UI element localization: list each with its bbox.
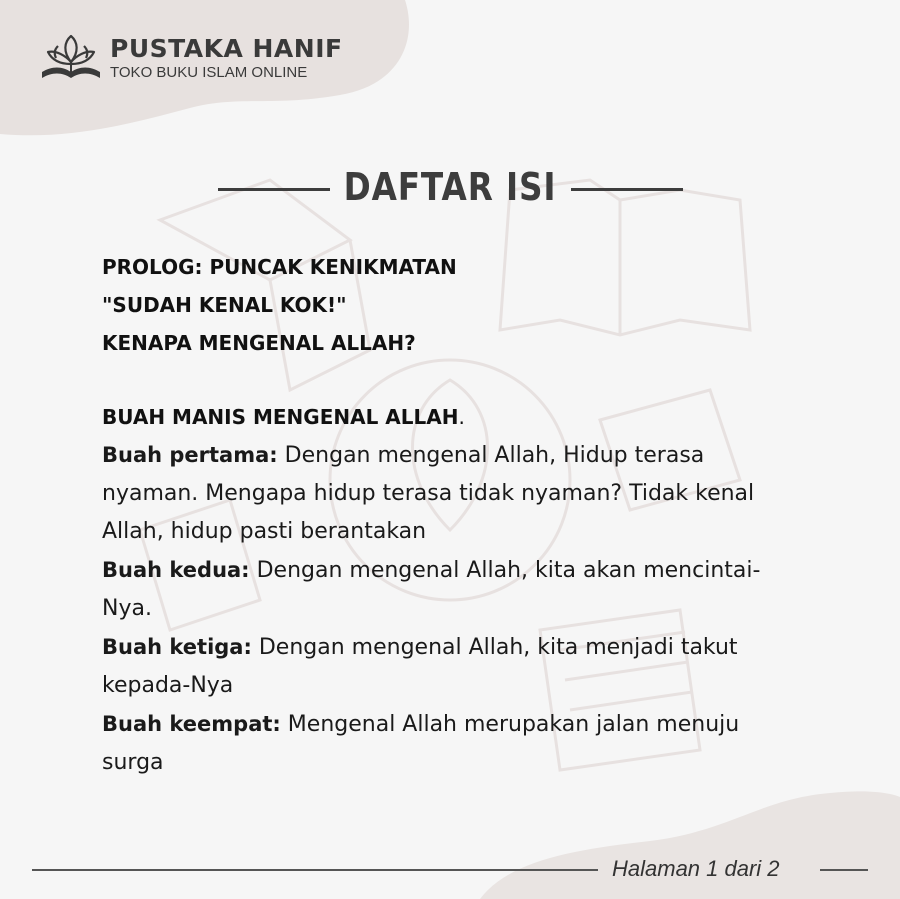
footer-divider-right (820, 869, 868, 871)
item-text: nyaman. Mengapa hidup terasa tidak nyaman? Tidak kenal (102, 481, 755, 506)
list-item (102, 628, 832, 705)
item-text: Allah, hidup pasti berantakan (102, 519, 427, 544)
item-text: Dengan mengenal Allah, kita menjadi takut (251, 635, 738, 660)
item-text: Dengan mengenal Allah, kita akan mencintai- (249, 558, 761, 583)
toc-entry: "SUDAH KENAL KOK!" (102, 293, 347, 317)
spacer (102, 362, 832, 398)
item-label: Buah kedua: (102, 558, 250, 582)
section-heading-text: BUAH MANIS MENGENAL ALLAH (102, 405, 459, 429)
brand-tagline: TOKO BUKU ISLAM ONLINE (110, 63, 308, 81)
item-text: Dengan mengenal Allah, Hidup terasa (277, 443, 705, 468)
section-heading-suffix: . (458, 405, 465, 429)
toc-content (102, 248, 832, 782)
section-heading (102, 398, 832, 436)
item-text: Nya. (102, 596, 152, 621)
toc-entry: PROLOG: PUNCAK KENIKMATAN (102, 255, 457, 279)
item-label: Buah keempat: (102, 712, 281, 736)
item-label: Buah pertama: (102, 443, 278, 467)
toc-entry: KENAPA MENGENAL ALLAH? (102, 331, 416, 355)
brand-name: PUSTAKA HANIF (110, 33, 343, 63)
title-row (0, 165, 900, 219)
list-item (102, 705, 832, 782)
page-title: DAFTAR ISI (343, 165, 557, 209)
item-label: Buah ketiga: (102, 635, 252, 659)
page-indicator: Halaman 1 dari 2 (612, 856, 780, 881)
title-divider-right (571, 188, 683, 191)
list-item (102, 436, 832, 551)
lotus-book-icon (38, 32, 104, 84)
item-text: kepada-Nya (102, 673, 234, 698)
item-text: Mengenal Allah merupakan jalan menuju (280, 712, 740, 737)
list-item (102, 551, 832, 628)
brand-header (38, 32, 343, 84)
brand-text (110, 35, 343, 82)
item-text: surga (102, 750, 164, 775)
footer-divider-left (32, 869, 598, 871)
